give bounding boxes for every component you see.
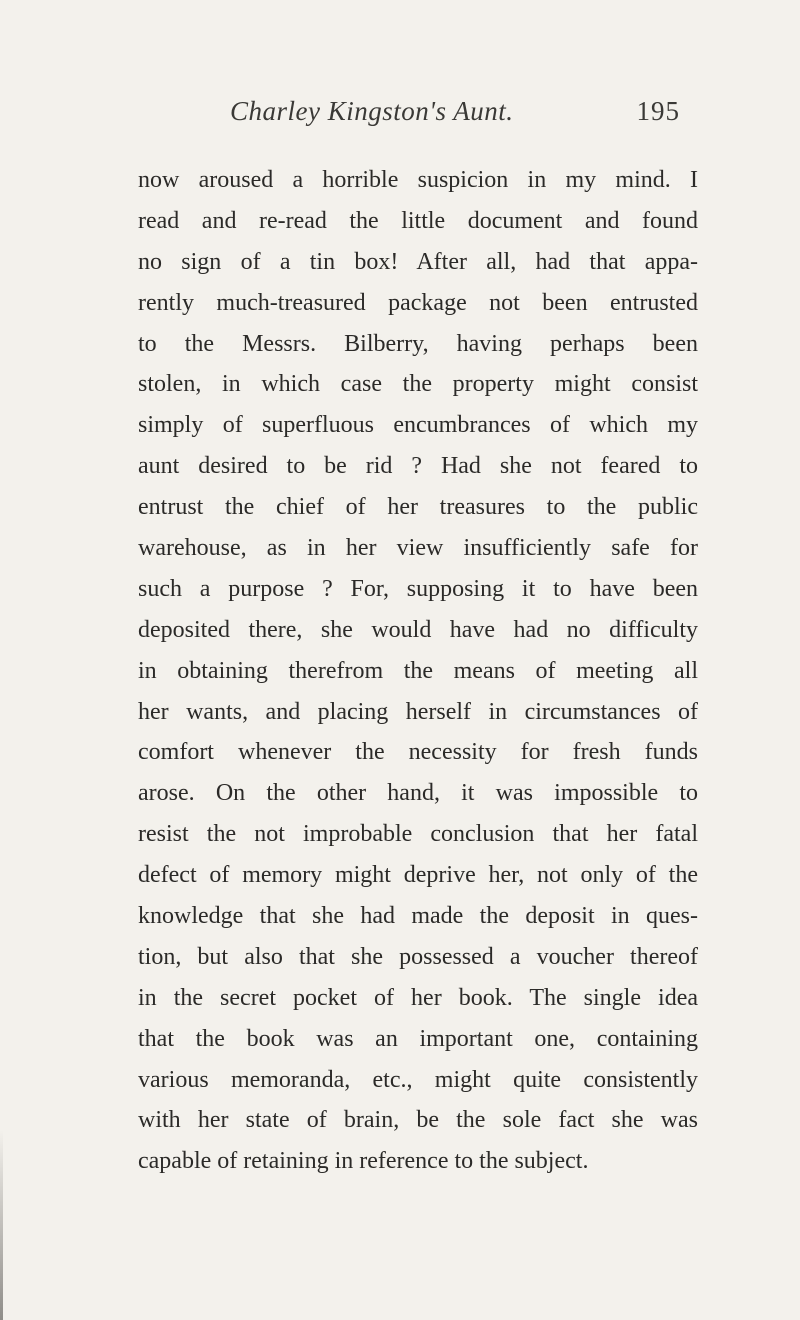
text-line: tion, but also that she possessed a voucher thereof	[138, 943, 698, 970]
text-line: her wants, and placing herself in circumstances of	[138, 698, 698, 725]
text-line: stolen, in which case the property might consist	[138, 371, 698, 398]
text-line: aunt desired to be rid ? Had she not feared to	[138, 453, 698, 480]
text-line: rently much-treasured package not been entrusted	[138, 289, 698, 316]
text-line: to the Messrs. Bilberry, having perhaps been	[138, 330, 698, 357]
page-edge-shadow	[0, 1130, 3, 1320]
text-line: in the secret pocket of her book. The single idea	[138, 984, 698, 1011]
text-line: no sign of a tin box! After all, had that appa-	[138, 248, 698, 275]
text-line: in obtaining therefrom the means of meeting all	[138, 657, 698, 684]
text-line: simply of superfluous encumbrances of which my	[138, 412, 698, 439]
page-header	[150, 96, 690, 136]
body-text	[138, 160, 698, 1182]
text-line: read and re-read the little document and found	[138, 207, 698, 234]
text-line: warehouse, as in her view insufficiently safe for	[138, 535, 698, 562]
text-line: defect of memory might deprive her, not only of the	[138, 862, 698, 889]
text-line: resist the not improbable conclusion that her fatal	[138, 821, 698, 848]
text-line: capable of retaining in reference to the subject.	[138, 1148, 589, 1175]
text-line: such a purpose ? For, supposing it to have been	[138, 575, 698, 602]
text-line: that the book was an important one, containing	[138, 1025, 698, 1052]
text-line: comfort whenever the necessity for fresh funds	[138, 739, 698, 766]
text-line: with her state of brain, be the sole fact she was	[138, 1107, 698, 1134]
text-line: various memoranda, etc., might quite consistently	[138, 1066, 698, 1093]
text-line: arose. On the other hand, it was impossible to	[138, 780, 698, 807]
text-line: now aroused a horrible suspicion in my mind. I	[138, 167, 698, 193]
running-title: Charley Kingston's Aunt.	[230, 96, 514, 126]
page-number: 195	[636, 96, 680, 126]
text-line: deposited there, she would have had no difficulty	[138, 616, 698, 643]
text-line: knowledge that she had made the deposit in ques-	[138, 903, 698, 930]
text-line: entrust the chief of her treasures to the public	[138, 494, 698, 521]
